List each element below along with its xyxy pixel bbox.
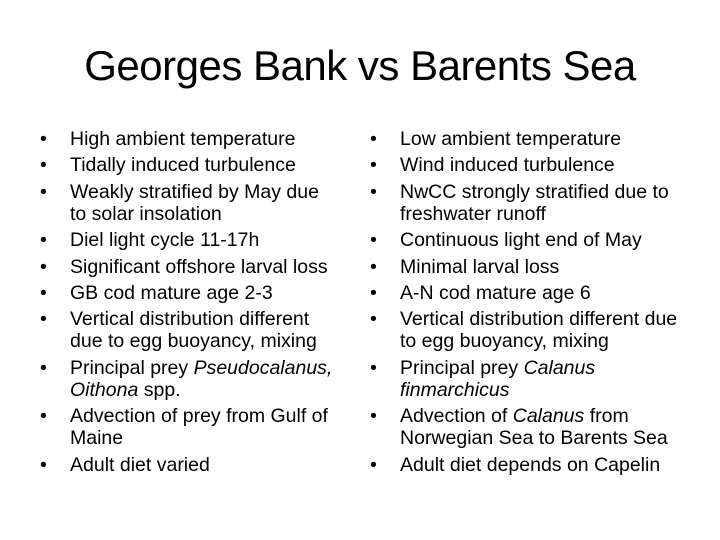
bullet-icon: •: [370, 255, 377, 278]
barents-sea-list: [370, 128, 690, 480]
bullet-item: [370, 229, 690, 251]
bullet-text: [70, 357, 332, 401]
italic-text-run: Pseudocalanus, Oithona: [70, 356, 333, 401]
bullet-item: [40, 229, 340, 251]
bullet-icon: •: [370, 180, 377, 203]
bullet-icon: •: [370, 229, 377, 252]
bullet-item: [40, 405, 340, 449]
bullet-icon: •: [40, 308, 47, 331]
text-run: High ambient temperature: [70, 128, 296, 150]
bullet-icon: •: [370, 154, 377, 177]
bullet-text: [70, 181, 319, 225]
text-run: Vertical distribution different due to egg buoyancy, mixing: [70, 308, 317, 353]
slide-title: Georges Bank vs Barents Sea: [84, 42, 636, 89]
bullet-item: [40, 454, 340, 476]
text-run: Principal prey: [70, 356, 194, 379]
bullet-text: [400, 154, 615, 176]
bullet-item: [40, 357, 340, 401]
bullet-text: [70, 454, 210, 476]
text-run: Tidally induced turbulence: [70, 154, 296, 177]
bullet-item: [370, 357, 690, 401]
bullet-item: [40, 308, 340, 352]
bullet-icon: •: [370, 308, 377, 331]
bullet-icon: •: [40, 405, 47, 428]
bullet-icon: •: [370, 356, 377, 379]
bullet-icon: •: [40, 128, 47, 150]
text-run: Principal prey: [400, 356, 524, 379]
bullet-icon: •: [40, 453, 47, 476]
text-run: from Norwegian Sea to Barents Sea: [400, 405, 668, 450]
bullet-icon: •: [40, 154, 47, 177]
bullet-icon: •: [370, 281, 377, 304]
text-run: Continuous light end of May: [400, 229, 642, 252]
bullet-text: [70, 154, 296, 176]
bullet-text: [400, 454, 660, 476]
bullet-text: [70, 256, 328, 278]
text-run: Adult diet depends on Capelin: [400, 453, 661, 476]
text-run: Weakly stratified by May due to solar insolation: [70, 180, 319, 225]
bullet-icon: •: [370, 128, 377, 150]
bullet-text: [400, 181, 669, 225]
bullet-text: [400, 256, 559, 278]
bullet-text: [70, 405, 328, 449]
bullet-text: [400, 357, 595, 401]
bullet-item: [370, 282, 690, 304]
bullet-text: [70, 282, 273, 304]
bullet-text: [70, 229, 259, 251]
bullet-item: [40, 256, 340, 278]
text-run: NwCC strongly stratified due to freshwater runoff: [400, 180, 669, 225]
text-run: GB cod mature age 2-3: [70, 281, 273, 304]
bullet-item: [370, 128, 690, 150]
bullet-icon: •: [370, 453, 377, 476]
bullet-item: [370, 308, 690, 352]
bullet-icon: •: [40, 255, 47, 278]
bullet-item: [370, 256, 690, 278]
bullet-item: [370, 181, 690, 225]
bullet-item: [40, 282, 340, 304]
text-run: Significant offshore larval loss: [70, 255, 328, 278]
bullet-item: [370, 405, 690, 449]
italic-text-run: Calanus finmarchicus: [400, 356, 596, 401]
bullet-text: [400, 229, 642, 251]
bullet-text: [400, 405, 668, 449]
bullet-text: [400, 282, 591, 304]
bullet-icon: •: [40, 229, 47, 252]
text-run: Adult diet varied: [70, 453, 210, 476]
bullet-item: [40, 181, 340, 225]
bullet-text: [400, 128, 621, 150]
bullet-icon: •: [40, 180, 47, 203]
text-run: Advection of: [400, 405, 513, 428]
bullet-text: [70, 308, 317, 352]
text-run: Wind induced turbulence: [400, 154, 615, 177]
bullet-icon: •: [40, 356, 47, 379]
text-run: Minimal larval loss: [400, 255, 560, 278]
text-run: spp.: [138, 378, 181, 401]
bullet-icon: •: [370, 405, 377, 428]
bullet-text: [400, 308, 677, 352]
bullet-text: [70, 128, 295, 150]
text-run: Advection of prey from Gulf of Maine: [70, 405, 328, 450]
italic-text-run: Calanus: [512, 405, 585, 428]
bullet-item: [40, 154, 340, 176]
text-run: Low ambient temperature: [400, 128, 622, 150]
bullet-item: [370, 454, 690, 476]
text-run: A-N cod mature age 6: [400, 281, 591, 304]
georges-bank-list: [40, 128, 340, 480]
bullet-icon: •: [40, 281, 47, 304]
bullet-item: [370, 154, 690, 176]
bullet-item: [40, 128, 340, 150]
text-run: Diel light cycle 11-17h: [70, 229, 260, 252]
text-run: Vertical distribution different due to egg buoyancy, mixing: [400, 308, 678, 353]
